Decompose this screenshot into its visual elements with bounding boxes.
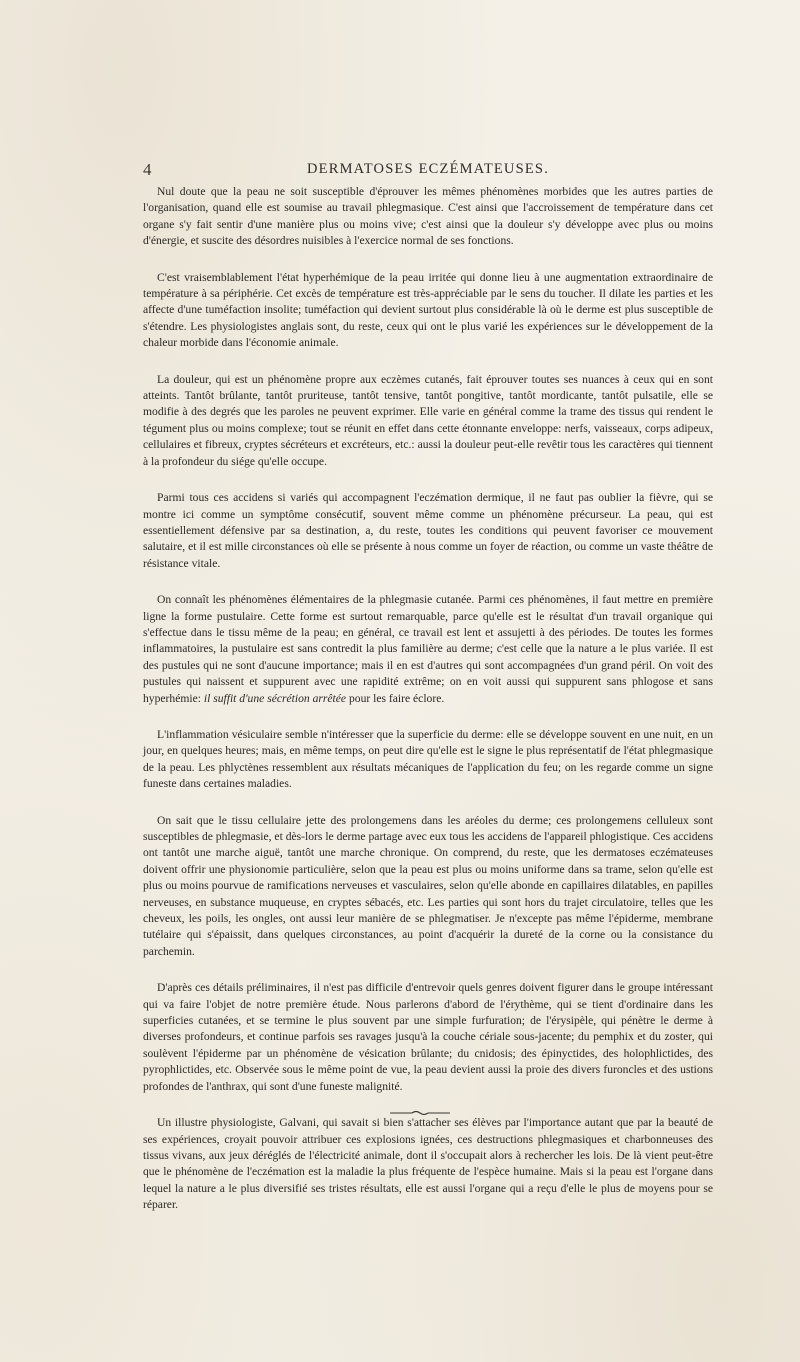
paragraph-9: Un illustre physiologiste, Galvani, qui savait si bien s'attacher ses élèves par l'importance autant que par la beauté de ses expériences, croyait pouvoir attribuer ces explosions ignées, ces destructions phlegmasiques et charbonneuses des tissus vivans, aux jeux déréglés de l'électricité animale, dont il s'occupait alors à rechercher les lois. De là vient peut-être que le phénomène de l'eczémation est la maladie la plus fréquente de l'espèce humaine. Mais si la peau est l'organe dans lequel la nature a le plus diversifié ses tristes résultats, elle est aussi l'organe qui a reçu d'elle le plus de moyens pour se réparer.: [143, 1116, 713, 1212]
paragraph-2: C'est vraisemblablement l'état hyperhémique de la peau irritée qui donne lieu à une augmentation extraordinaire de température à sa périphérie. Cet excès de température est très-appréciable par le sens du toucher. Il dilate les parties et les affecte d'une tuméfaction insolite; tuméfaction qui devient surtout plus considérable là où le derme est plus susceptible de s'étendre. Les physiologistes anglais sont, du reste, ceux qui ont le plus varié les expériences sur le développement de la chaleur morbide dans l'économie animale.: [143, 270, 713, 350]
running-title: DERMATOSES ECZÉMATEUSES.: [306, 161, 550, 177]
rule-ornament-icon: [390, 1110, 450, 1116]
paragraph-7: On sait que le tissu cellulaire jette des prolongemens dans les aréoles du derme; ces prolongemens celluleux sont susceptibles de phlegmasie, et dès-lors le derme partage avec eux tous les accidens de l'appareil phlogistique. Ces accidens ont tantôt une marche aiguë, tantôt une marche chronique. On comprend, du reste, que les dermatoses eczémateuses doivent offrir une physionomie particulière, selon que la peau est plus ou moins uniforme dans sa trame, selon qu'elle est plus ou moins pourvue de ramifications nerveuses et vasculaires, selon qu'elle abonde en capillaires dilatables, en papilles nerveuses, en substance muqueuse, en cryptes sébacés, etc. Les parties qui sont hors du trajet circulatoire, telles que les cheveux, les poils, les ongles, ont aussi leur manière de se phlegmatiser. Je n'excepte pas même l'épiderme, membrane tutélaire qui s'épaissit, dans quelques circonstances, au point d'acquérir la dureté de la corne ou la consistance du parchemin.: [143, 813, 713, 958]
paragraph-5-text: On connaît les phénomènes élémentaires de la phlegmasie cutanée. Parmi ces phénomènes, il faut mettre en première ligne la forme pustulaire. Cette forme est surtout remarquable, parce qu'elle est le résultat d'un travail organique qui s'effectue dans le tissu même de la peau; en général, ce travail est lent et assujetti à des périodes. De toutes les formes inflammatoires, la pustulaire est sans contredit la plus familière au derme; c'est celle que la nature a le plus variée. Il est des pustules qui ne sont d'aucune importance; mais il en est d'autres qui sont accompagnées d'un grand péril. On voit des pustules qui naissent et suppurent avec une rapidité extrême; on en voit aussi qui suppurent sans phlogose et sans hyperhémie:: [143, 593, 713, 705]
paragraph-8: D'après ces détails préliminaires, il n'est pas difficile d'entrevoir quels genres doivent figurer dans le groupe intéressant qui va faire l'objet de notre première étude. Nous parlerons d'abord de l'érythème, qui se tient d'ordinaire dans les superficies cutanées, et se termine le plus souvent par une simple furfuration; de l'érysipèle, qui pénètre le derme à diverses profondeurs, et continue parfois ses ravages jusqu'à la couche cériale sous-jacente; du pemphix et du zoster, qui soulèvent l'épiderme par un phénomène de vésication brûlante; du cnidosis; des épinyctides, des holophlictides, des pyrophlictides, etc. Observée sous le même point de vue, la peau devient aussi la proie des divers furoncles et des ustions profondes de l'anthrax, qui sont d'une funeste malignité.: [143, 981, 713, 1093]
paragraph-5-italic: il suffit d'une sécrétion arrêtée: [200, 691, 347, 705]
paragraph-5-tail: pour les faire éclore.: [346, 691, 445, 705]
page-number: 4: [143, 160, 152, 179]
paragraph-1: Nul doute que la peau ne soit susceptible d'éprouver les mêmes phénomènes morbides que les autres parties de l'organisation, quand elle est soumise au travail phlegmasique. C'est ainsi que l'accroissement de température dans cet organe s'y fait sentir d'une manière plus ou moins vive; c'est ainsi que la douleur s'y développe avec plus ou moins d'énergie, et suscite des désordres nuisibles à l'exercice normal de ses fonctions.: [143, 185, 713, 248]
paragraph-3: La douleur, qui est un phénomène propre aux eczèmes cutanés, fait éprouver toutes ses nuances à ceux qui en sont atteints. Tantôt brûlante, tantôt pruriteuse, tantôt tensive, tantôt pongitive, tantôt mordicante, tantôt pulsatile, elle se modifie à des degrés que les paroles ne peuvent exprimer. Elle varie en général comme la trame des tissus qui rendent le tégument plus ou moins complexe; tout se réunit en effet dans cette étonnante enveloppe: nerfs, vaisseaux, corps adipeux, cellulaires et fibreux, cryptes sécréteurs et excréteurs, etc.: aussi la douleur peut-elle revêtir tous les caractères qui tiennent à la profondeur du siége qu'elle occupe.: [143, 372, 713, 468]
paragraph-5: [143, 592, 713, 707]
paragraph-4: Parmi tous ces accidens si variés qui accompagnent l'eczémation dermique, il ne faut pas oublier la fièvre, qui se montre ici comme un symptôme consécutif, souvent même comme un phénomène précurseur. La peau, qui est essentiellement défensive par sa destination, a, du reste, toutes les conditions qui peuvent favoriser ce mouvement salutaire, et il est mille circonstances où elle se présente à nous comme un foyer de réaction, ou comme un vaste théâtre de résistance vitale.: [143, 491, 713, 570]
paragraph-6: L'inflammation vésiculaire semble n'intéresser que la superficie du derme: elle se développe souvent en une nuit, en un jour, en quelques heures; mais, en même temps, on peut dire qu'elle est le signe le plus représentatif de l'état phlegmasique de la peau. Les phlyctènes ressemblent aux résultats mécaniques de l'application du feu; on les regarde comme un signe funeste dans certaines maladies.: [143, 727, 713, 791]
body-text: [143, 184, 713, 1234]
page-header: [143, 158, 713, 182]
